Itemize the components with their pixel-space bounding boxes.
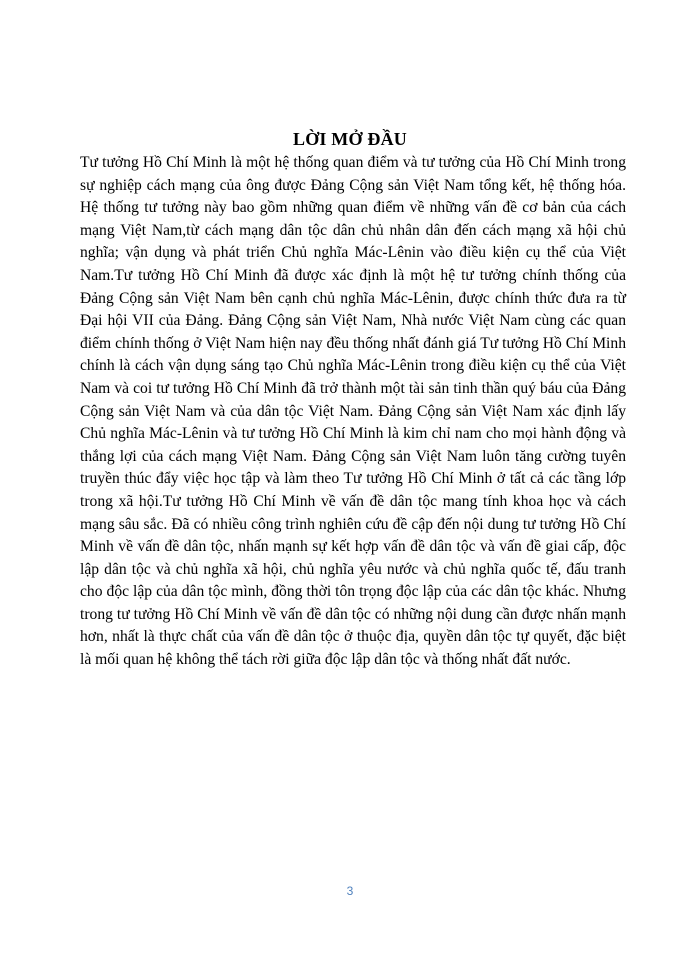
page-number: 3 — [346, 884, 354, 898]
page-title: LỜI MỞ ĐẦU — [293, 129, 407, 149]
body-paragraph: Tư tưởng Hồ Chí Minh là một hệ thống quan điểm và tư tưởng của Hồ Chí Minh trong sự nghiệp cách mạng của ông được Đảng Cộng sản Việt Nam tổng kết, hệ thống hóa. Hệ thống tư tưởng này bao gồm những quan điểm về những vấn đề cơ bản của cách mạng Việt Nam,từ cách mạng dân tộc dân chủ nhân dân đến cách mạng xã hội chủ nghĩa; vận dụng và phát triển Chủ nghĩa Mác-Lênin vào điều kiện cụ thể của Việt Nam.Tư tưởng Hồ Chí Minh đã được xác định là một hệ tư tưởng chính thống của Đảng Cộng sản Việt Nam bên cạnh chủ nghĩa Mác-Lênin, được chính thức đưa ra từ Đại hội VII của Đảng. Đảng Cộng sản Việt Nam, Nhà nước Việt Nam cùng các quan điểm chính thống ở Việt Nam hiện nay đều thống nhất đánh giá Tư tưởng Hồ Chí Minh chính là cách vận dụng sáng tạo Chủ nghĩa Mác-Lênin trong điều kiện cụ thể của Việt Nam và coi tư tưởng Hồ Chí Minh đã trở thành một tài sản tinh thần quý báu của Đảng Cộng sản Việt Nam và của dân tộc Việt Nam. Đảng Cộng sản Việt Nam xác định lấy Chủ nghĩa Mác-Lênin và tư tưởng Hồ Chí Minh là kim chỉ nam cho mọi hành động và thắng lợi của cách mạng Việt Nam. Đảng Cộng sản Việt Nam luôn tăng cường tuyên truyền thúc đẩy việc học tập và làm theo Tư tưởng Hồ Chí Minh ở tất cả các tầng lớp trong xã hội.Tư tưởng Hồ Chí Minh về vấn đề dân tộc mang tính khoa học và cách mạng sâu sắc. Đã có nhiều công trình nghiên cứu đề cập đến nội dung tư tưởng Hồ Chí Minh về vấn đề dân tộc, nhấn mạnh sự kết hợp vấn đề dân tộc và vấn đề giai cấp, độc lập dân tộc và chủ nghĩa xã hội, chủ nghĩa yêu nước và chủ nghĩa quốc tế, đấu tranh cho độc lập của dân tộc mình, đồng thời tôn trọng độc lập của các dân tộc khác. Nhưng trong tư tưởng Hồ Chí Minh về vấn đề dân tộc có những nội dung cần được nhấn mạnh hơn, nhất là thực chất của vấn đề dân tộc ở thuộc địa, quyền dân tộc tự quyết, đặc biệt là mối quan hệ không thể tách rời giữa độc lập dân tộc và thống nhất đất nước. — [80, 154, 626, 669]
